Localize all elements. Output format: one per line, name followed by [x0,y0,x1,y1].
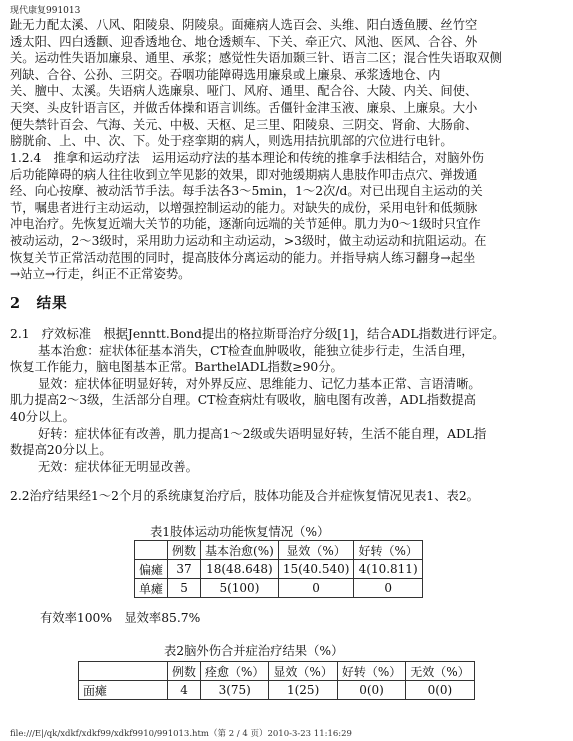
table-cell: 0(0) [337,681,405,700]
table-cell: 4(10.811) [354,560,422,579]
table-cell: 15(40.540) [278,560,354,579]
text-line: 冲电治疗。先恢复近端大关节的功能，逐渐向远端的关节延伸。肌力为0～1级时只宜作 [10,217,481,232]
table-header-cell: 基本治愈(%) [201,541,279,560]
text-line: 好转：症状体征有改善，肌力提高1～2级或失语明显好转，生活不能自理，ADL指 [38,426,487,441]
table-cell: 面瘫 [79,681,168,700]
table-header-row [135,541,423,560]
table-cell: 4 [168,681,201,700]
table2 [78,661,475,700]
table-cell: 0 [354,579,422,598]
text-line: 40分以上。 [10,409,75,424]
text-line: 便失禁针百会、气海、关元、中极、天枢、足三里、阳陵泉、三阴交、肾俞、大肠俞、 [10,117,478,132]
table-cell: 37 [168,560,201,579]
text-line: 透太阳、四白透颧、迎香透地仓、地仓透颊车、下关、牵正穴、风池、医风、合谷、外 [10,34,478,49]
text-line: 显效：症状体征明显好转，对外界反应、思维能力、记忆力基本正常、言语清晰。 [38,376,481,391]
table-header-cell: 显效（%） [278,541,354,560]
table-row [79,681,475,700]
text-line: 列缺、合谷、公孙、三阴交。吞咽功能障碍选用廉泉或上廉泉、承浆透地仓、内 [10,67,441,82]
text-line: 趾无力配太溪、八风、阳陵泉、阴陵泉。面瘫病人选百会、头维、阳白透鱼腰、丝竹空 [10,18,478,32]
table-header-row [79,662,475,681]
criteria-paragraph [10,326,562,475]
table-cell: 18(48.648) [201,560,279,579]
table-header-cell [79,662,168,681]
table-cell: 0 [278,579,354,598]
text-line: 天突、头皮针语言区，并做舌体操和语言训练。舌僵针金津玉液、廉泉、上廉泉。大小 [10,100,478,115]
acupuncture-paragraph [10,17,562,150]
text-line: 1.2.4 推拿和运动疗法 运用运动疗法的基本理论和传统的推拿手法相结合，对脑外伤 [10,151,484,165]
page-footer: file:///E|/qk/xdkf/xdkf99/xdkf9910/991013.htm（第 2 / 4 页）2010-3-23 11:16:29 [10,729,352,739]
table-cell: 1(25) [269,681,337,700]
text-line: 肌力提高2～3级，生活部分自理。CT检查病灶有吸收，脑电图有改善，ADL指数提高 [10,393,476,408]
results-heading: 2 结果 [10,295,68,312]
text-line: 被动运动，2～3级时，采用助力运动和主动运动，>3级时，做主动运动和抗阻运动。在 [10,233,487,248]
table-cell: 单瘫 [135,579,168,598]
text-line: 恢复关节正常活动范围的同时，提高肢体分离运动的能力。并指导病人练习翻身→起坐 [10,250,476,265]
results-summary: 2.2治疗结果经1～2个月的系统康复治疗后，肢体功能及合并症恢复情况见表1、表2。 [10,489,479,503]
table-header-cell: 显效（%） [269,662,337,681]
efficacy-rates: 有效率100% 显效率85.7% [40,611,201,625]
table-row [135,560,423,579]
table-header-cell: 痊愈（%） [201,662,269,681]
text-line: →站立→行走，纠正不正常姿势。 [10,267,191,282]
text-line: 无效：症状体征无明显改善。 [38,459,198,474]
table-header-cell [135,541,168,560]
page-header: 现代康复991013 [10,6,81,16]
table-cell: 偏瘫 [135,560,168,579]
text-line: 2.1 疗效标准 根据Jenntt.Bond提出的格拉斯哥治疗分级[1]，结合ADL指数进行评定。 [10,327,505,341]
text-line: 膀胱俞、上、中、次、下。处于痉挛期的病人，则选用拮抗肌部的穴位进行电针。 [10,134,453,149]
text-line: 关。运动性失语加廉泉、通里、承浆；感觉性失语加颞三针、语言二区；混合性失语取双侧 [10,51,502,66]
table-cell: 0(0) [406,681,474,700]
text-line: 恢复工作能力，脑电图基本正常。BarthelADL指数≥90分。 [10,360,343,375]
text-line: 数提高20分以上。 [10,443,112,458]
massage-exercise-paragraph [10,150,562,283]
text-line: 基本治愈：症状体征基本消失，CT检查血肿吸收，能独立徒步行走，生活自理， [38,343,474,358]
table2-caption: 表2脑外伤合并症治疗结果（%） [164,644,344,658]
table1-caption: 表1肢体运动功能恢复情况（%） [150,525,330,539]
table-header-cell: 无效（%） [406,662,474,681]
text-line: 节，嘱患者进行主动运动，以增强控制运动的能力。对缺失的成份，采用电针和低频脉 [10,200,478,215]
table-row [135,579,423,598]
table-cell: 5 [168,579,201,598]
table-cell: 5(100) [201,579,279,598]
table-header-cell: 好转（%） [337,662,405,681]
text-line: 关、膻中、太溪。失语病人选廉泉、哑门、风府、通里、配合谷、大陵、内关、间使、 [10,84,478,99]
table-header-cell: 例数 [168,662,201,681]
table-header-cell: 好转（%） [354,541,422,560]
table-header-cell: 例数 [168,541,201,560]
text-line: 后功能障碍的病人往往收到立竿见影的效果，即对弛缓期病人患肢作叩击点穴、弹拨通 [10,167,478,182]
table-cell: 3(75) [201,681,269,700]
text-line: 经、向心按摩、被动活节手法。每手法各3～5min，1～2次/d。对已出现自主运动的关 [10,184,483,199]
table1 [134,540,423,598]
